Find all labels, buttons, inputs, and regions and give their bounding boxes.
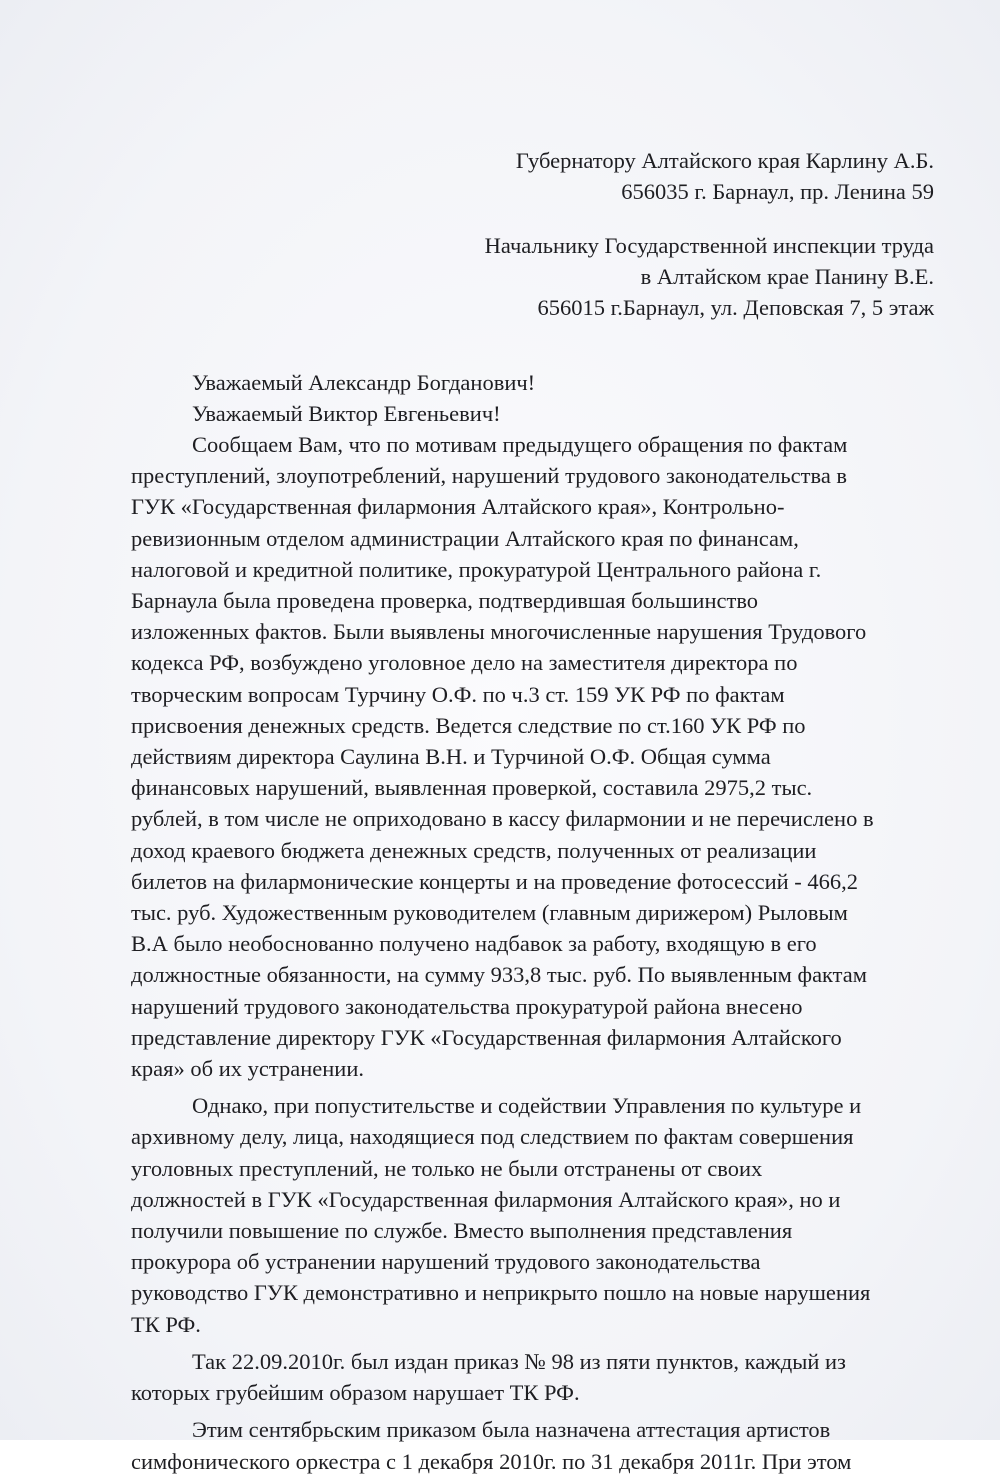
addressee-inspection-address: 656015 г.Барнаул, ул. Деповская 7, 5 этаж [537, 295, 934, 320]
body-line: присвоения денежных средств. Ведется следствие по ст.160 УК РФ по [131, 712, 806, 738]
body-line: ТК РФ. [131, 1311, 201, 1337]
paragraph-3 [131, 1346, 931, 1408]
body-line: изложенных фактов. Были выявлены многочисленные нарушения Трудового [131, 619, 867, 645]
body-line: действиям директора Саулина В.Н. и Турчиной О.Ф. Общая сумма [131, 744, 771, 770]
body-line: тыс. руб. Художественным руководителем (главным дирижером) Рыловым [131, 900, 848, 926]
body-line: нарушений трудового законодательства прокуратурой района внесено [131, 993, 803, 1019]
addressee-governor-address: 656035 г. Барнаул, пр. Ленина 59 [621, 179, 934, 204]
body-line: Так 22.09.2010г. был издан приказ № 98 из пяти пунктов, каждый из [192, 1348, 846, 1374]
body-line: преступлений, злоупотреблений, нарушений трудового законодательства в [131, 463, 848, 489]
body-line: творческим вопросам Турчину О.Ф. по ч.3 ст. 159 УК РФ по фактам [131, 681, 785, 707]
paragraph-4 [131, 1414, 931, 1476]
addressee-governor-name: Губернатору Алтайского края Карлину А.Б. [515, 148, 934, 173]
body-line: уголовных преступлений, не только не были отстранены от своих [131, 1155, 763, 1181]
body-line: Сообщаем Вам, что по мотивам предыдущего обращения по фактам [192, 432, 848, 457]
body-line: которых грубейшим образом нарушает ТК РФ. [131, 1380, 580, 1406]
body-line: прокурора об устранении нарушений трудового законодательства [131, 1249, 761, 1275]
body-line: должностные обязанности, на сумму 933,8 тыс. руб. По выявленным фактам [131, 962, 868, 988]
addressee-inspection-title: Начальнику Государственной инспекции труда [484, 233, 934, 258]
body-line: финансовых нарушений, выявленная проверкой, составила 2975,2 тыс. [131, 775, 813, 801]
paragraph-2 [131, 1090, 931, 1340]
letter-body [131, 429, 931, 1477]
body-line: Однако, при попустительстве и содействии Управления по культуре и [192, 1093, 862, 1119]
paragraph-1 [131, 429, 931, 1084]
body-line: получили повышение по службе. Вместо выполнения представления [131, 1218, 793, 1244]
addressee-inspection [485, 230, 934, 323]
body-line: архивному делу, лица, находящиеся под следствием по фактам совершения [131, 1124, 854, 1150]
addressee-governor [516, 145, 934, 207]
body-line: руководство ГУК демонстративно и неприкрыто пошло на новые нарушения [131, 1280, 871, 1306]
body-line: Барнаула была проведена проверка, подтвердившая большинство [131, 588, 759, 614]
body-line: налоговой и кредитной политике, прокуратурой Центрального района г. [131, 556, 822, 582]
body-line: Этим сентябрьским приказом была назначена аттестация артистов [192, 1417, 831, 1443]
body-line: рублей, в том числе не оприходовано в кассу филармонии и не перечислено в [131, 806, 874, 832]
body-line: доход краевого бюджета денежных средств, полученных от реализации [131, 837, 817, 863]
body-line: должностей в ГУК «Государственная филармония Алтайского края», но и [131, 1186, 841, 1212]
body-line: ГУК «Государственная филармония Алтайского края», Контрольно- [131, 494, 785, 520]
body-line: представление директору ГУК «Государственная филармония Алтайского [131, 1024, 842, 1050]
body-line: билетов на филармонические концерты и на проведение фотосессий - 466,2 [131, 868, 859, 894]
body-line: края» об их устранении. [131, 1056, 364, 1082]
body-line: ревизионным отделом администрации Алтайского края по финансам, [131, 525, 799, 551]
greeting-first: Уважаемый Александр Богданович! [192, 370, 536, 395]
addressee-inspection-name: в Алтайском крае Панину В.Е. [640, 264, 934, 289]
body-line: В.А было необоснованно получено надбавок за работу, входящую в его [131, 931, 817, 957]
body-line: симфонического оркестра с 1 декабря 2010г. по 31 декабря 2011г. При этом [131, 1448, 852, 1474]
greeting-second: Уважаемый Виктор Евгеньевич! [192, 401, 501, 426]
body-line: кодекса РФ, возбуждено уголовное дело на заместителя директора по [131, 650, 798, 676]
